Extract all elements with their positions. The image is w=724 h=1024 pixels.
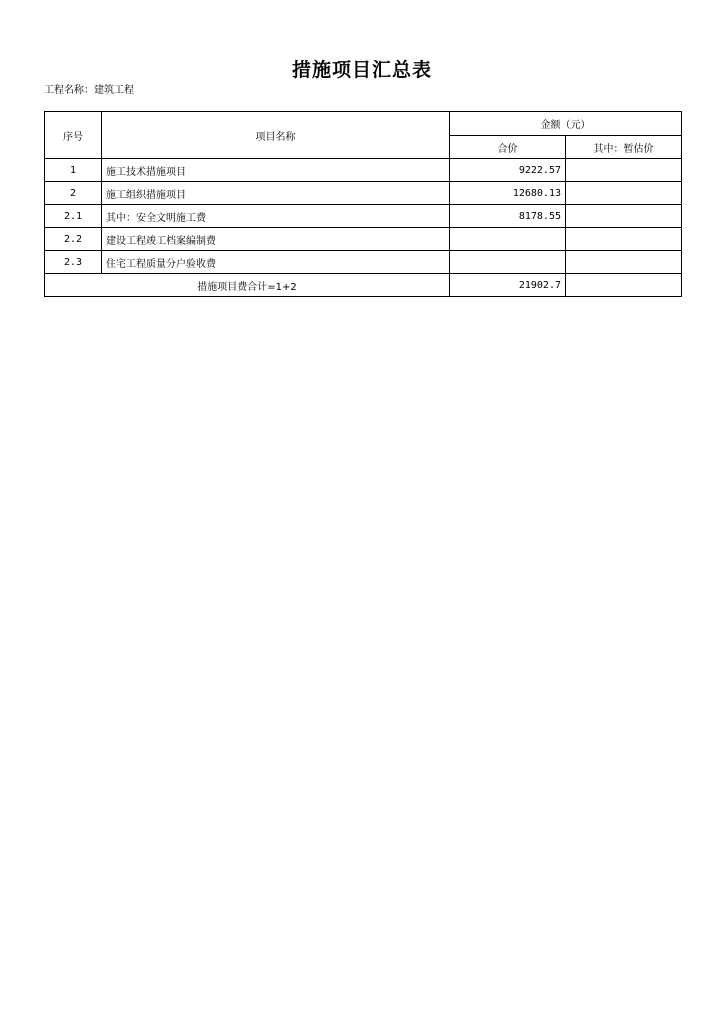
row-total	[450, 251, 566, 274]
row-total	[450, 228, 566, 251]
row-seq: 2.2	[45, 228, 102, 251]
header-total-price: 合价	[450, 136, 566, 159]
measures-summary-table	[44, 111, 682, 297]
row-provisional	[566, 159, 682, 182]
footer-total-label: 措施项目费合计=1+2	[45, 274, 450, 297]
table-row	[45, 251, 682, 274]
row-provisional	[566, 182, 682, 205]
header-provisional-price: 其中：暂估价	[566, 136, 682, 159]
row-seq: 2.1	[45, 205, 102, 228]
row-item-name: 建设工程竣工档案编制费	[102, 228, 450, 251]
row-item-name: 施工组织措施项目	[102, 182, 450, 205]
table-row	[45, 228, 682, 251]
row-total: 9222.57	[450, 159, 566, 182]
project-name-label: 工程名称：建筑工程	[44, 85, 134, 96]
row-provisional	[566, 205, 682, 228]
footer-provisional-value	[566, 274, 682, 297]
row-item-name: 施工技术措施项目	[102, 159, 450, 182]
row-total: 12680.13	[450, 182, 566, 205]
row-total: 8178.55	[450, 205, 566, 228]
table-header-row	[45, 112, 682, 136]
footer-total-value: 21902.7	[450, 274, 566, 297]
page-title: 措施项目汇总表	[291, 59, 432, 81]
row-provisional	[566, 251, 682, 274]
header-amount-group: 金额（元）	[450, 112, 682, 136]
row-seq: 2.3	[45, 251, 102, 274]
table-footer-row	[45, 274, 682, 297]
table-row	[45, 182, 682, 205]
header-seq: 序号	[45, 112, 102, 159]
row-seq: 2	[45, 182, 102, 205]
table-row	[45, 205, 682, 228]
row-provisional	[566, 228, 682, 251]
row-item-name: 其中：安全文明施工费	[102, 205, 450, 228]
table-row	[45, 159, 682, 182]
row-seq: 1	[45, 159, 102, 182]
row-item-name: 住宅工程质量分户验收费	[102, 251, 450, 274]
header-item-name: 项目名称	[102, 112, 450, 159]
